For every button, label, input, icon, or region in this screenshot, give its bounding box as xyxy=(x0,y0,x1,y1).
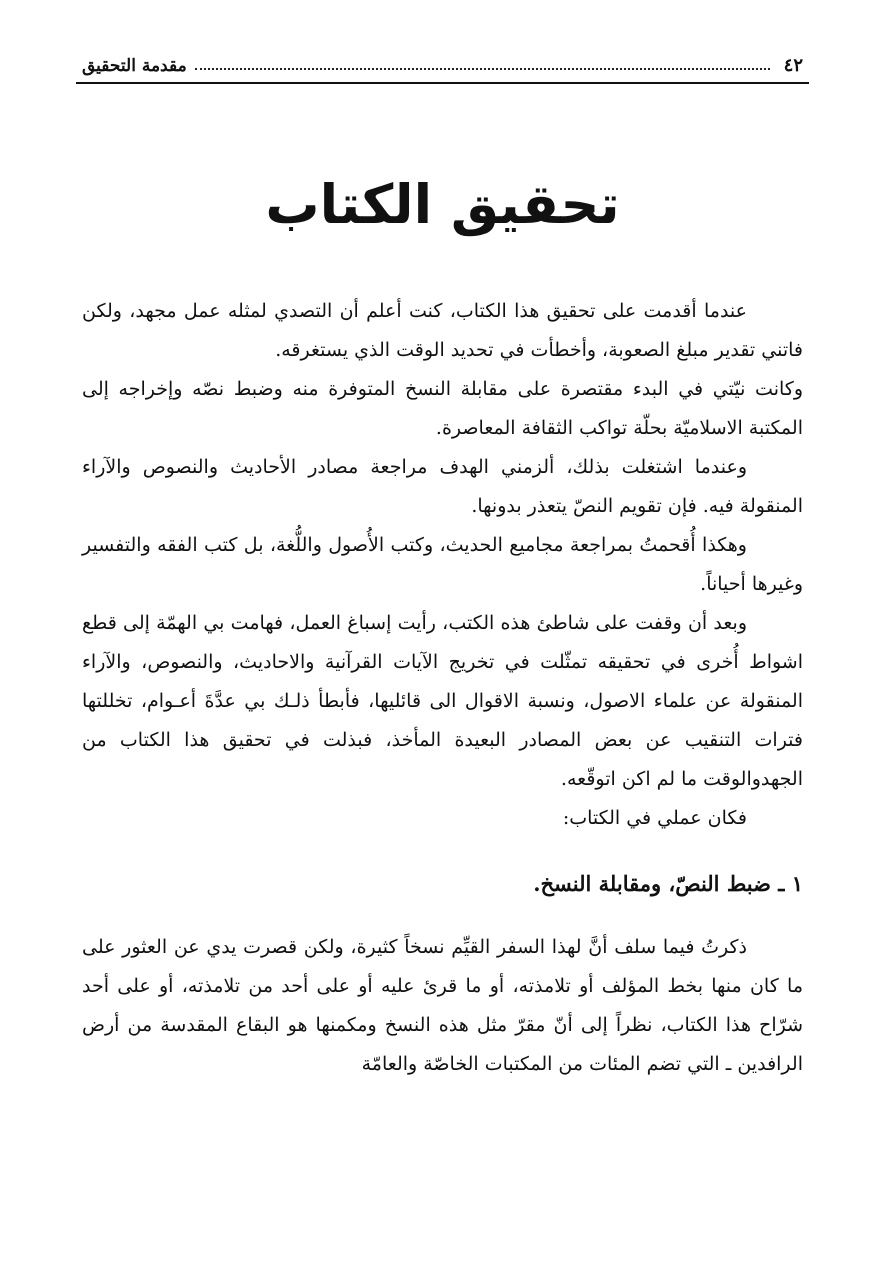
subheading: ١ ـ ضبط النصّ، ومقابلة النسخ. xyxy=(533,871,803,896)
header-title: مقدمة التحقيق xyxy=(82,56,187,76)
paragraph-3: وعندما اشتغلت بذلك، ألزمني الهدف مراجعة مصادر الأحاديث والنصوص والآراء المنقولة فيه. فإن تقويم النصّ يتعذر بدونها. xyxy=(82,456,803,517)
paragraph-2: وكانت نيّتي في البدء مقتصرة على مقابلة النسخ المتوفرة منه وضبط نصّه وإخراجه إلى المكتبة الاسلاميّة بحلّة تواكب الثقافة المعاصرة. xyxy=(82,378,803,439)
header-rule xyxy=(76,82,809,84)
paragraph-1: عندما أقدمت على تحقيق هذا الكتاب، كنت أعلم أن التصدي لمثله عمل مجهد، ولكن فاتني تقدير مبلغ الصعوبة، وأخطأت في تحديد الوقت الذي يستغرقه. xyxy=(82,300,803,361)
paragraph-4: وهكذا أُقحمتُ بمراجعة مجاميع الحديث، وكتب الأُصول واللُّغة، بل كتب الفقه والتفسير وغيرها أحياناً. xyxy=(82,534,803,595)
paragraph-7: ذكرتُ فيما سلف أنَّ لهذا السفر القيِّم نسخاً كثيرة، ولكن قصرت يدي عن العثور على ما كان منها بخط المؤلف أو تلامذته، أو ما قرئ عليه أو على أحد من تلامذته، أو على أحد شرّاح هذا الكتاب، نظراً إلى أنّ مقرّ مثل هذه النسخ ومكمنها هو البقاع المقدسة من أرض الرافدين ـ التي تضم المئات من المكتبات الخاصّة والعامّة xyxy=(82,936,803,1075)
section-heading: تحقيق الكتاب xyxy=(265,173,620,236)
dotted-leader xyxy=(195,67,770,70)
page-number: ٤٢ xyxy=(783,55,803,76)
running-header xyxy=(82,36,803,76)
body-text xyxy=(82,292,803,1084)
paragraph-6: فكان عملي في الكتاب: xyxy=(562,807,747,829)
paragraph-5: وبعد أن وقفت على شاطئ هذه الكتب، رأيت إسباغ العمل، فهامت بي الهمّة إلى قطع اشواط أُخرى في تحقيقه تمثّلت في تخريج الآيات القرآنية والاحاديث، والنصوص، والآراء المنقولة عن علماء الاصول، ونسبة الاقوال الى قائليها، فأبطأ ذلـك بي عدَّةَ أعـوام، تخللتها فترات التنقيب عن بعض المصادر البعيدة المأخذ، فبذلت في تحقيق هذا الكتاب من الجهدوالوقت ما لم اكن اتوقّعه. xyxy=(82,612,803,790)
